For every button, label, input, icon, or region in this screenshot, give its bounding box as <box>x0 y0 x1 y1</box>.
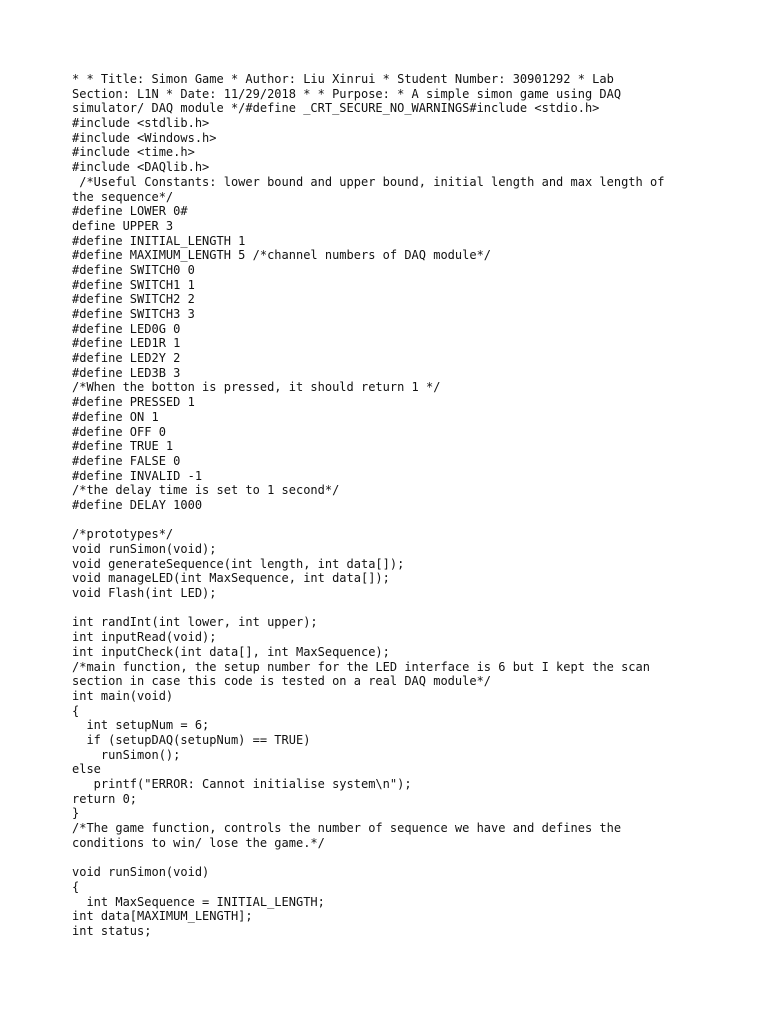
code-line: #define SWITCH0 0 <box>72 262 195 277</box>
code-line: #define INVALID -1 <box>72 468 203 483</box>
code-line <box>72 601 702 616</box>
code-line: #define SWITCH1 1 <box>72 277 195 292</box>
code-line: #define MAXIMUM_LENGTH 5 /*channel numbers of DAQ module*/ <box>72 248 492 263</box>
code-line: #include <stdlib.h> <box>72 116 210 131</box>
code-line: /*main function, the setup number for the LED interface is 6 but I kept the scan <box>72 659 650 674</box>
code-line: #define LED2Y 2 <box>72 351 181 366</box>
code-line: #include <DAQlib.h> <box>72 160 210 175</box>
code-line: #define LED0G 0 <box>72 321 181 336</box>
code-line: #define SWITCH3 3 <box>72 307 195 321</box>
code-line: conditions to win/ lose the game.*/ <box>72 835 325 850</box>
code-line: #define OFF 0 <box>72 424 166 439</box>
code-line: /*the delay time is set to 1 second*/ <box>72 483 340 498</box>
code-line: void manageLED(int MaxSequence, int data[]); <box>72 571 390 586</box>
code-line: #define ON 1 <box>72 409 159 424</box>
code-line: #define LOWER 0# <box>72 204 188 219</box>
code-line: int inputCheck(int data[], int MaxSequence); <box>72 644 390 659</box>
code-line: #define DELAY 1000 <box>72 497 203 512</box>
code-line: #include <Windows.h> <box>72 130 217 145</box>
code-line: printf("ERROR: Cannot initialise system\n"); <box>72 777 412 791</box>
code-line: if (setupDAQ(setupNum) == TRUE) <box>72 732 311 747</box>
code-line: the sequence*/ <box>72 189 174 204</box>
code-line: int inputRead(void); <box>72 630 217 645</box>
code-line: return 0; <box>72 791 138 806</box>
code-line <box>72 513 702 528</box>
code-line: #define LED1R 1 <box>72 336 181 351</box>
code-line: /*Useful Constants: lower bound and upper bound, initial length and max length of <box>72 174 665 189</box>
code-line: int main(void) <box>72 688 174 703</box>
code-line: #define TRUE 1 <box>72 439 174 454</box>
code-line: } <box>72 806 80 821</box>
code-line: int data[MAXIMUM_LENGTH]; <box>72 909 253 924</box>
code-line: void runSimon(void); <box>72 542 217 556</box>
code-line: section in case this code is tested on a real DAQ module*/ <box>72 674 492 689</box>
code-line: runSimon(); <box>72 747 181 762</box>
code-line: /*prototypes*/ <box>72 527 174 542</box>
code-line: /*When the botton is pressed, it should return 1 */ <box>72 380 441 395</box>
code-line: #define FALSE 0 <box>72 453 181 468</box>
code-line: #define PRESSED 1 <box>72 395 195 410</box>
code-line <box>72 850 702 865</box>
code-line: int status; <box>72 923 152 938</box>
code-line: simulator/ DAQ module */#define _CRT_SECURE_NO_WARNINGS#include <stdio.h> <box>72 101 600 116</box>
code-line: * * Title: Simon Game * Author: Liu Xinrui * Student Number: 30901292 * Lab <box>72 72 614 86</box>
code-line: int MaxSequence = INITIAL_LENGTH; <box>72 894 325 909</box>
code-line: void Flash(int LED); <box>72 586 217 601</box>
code-line: int setupNum = 6; <box>72 718 210 733</box>
code-line: define UPPER 3 <box>72 218 174 233</box>
code-line: #define LED3B 3 <box>72 365 181 380</box>
code-line: else <box>72 762 101 777</box>
code-line: #define INITIAL_LENGTH 1 <box>72 233 246 248</box>
code-document <box>72 72 702 939</box>
code-line: Section: L1N * Date: 11/29/2018 * * Purpose: * A simple simon game using DAQ <box>72 86 622 101</box>
code-line: { <box>72 703 80 718</box>
code-line: void runSimon(void) <box>72 865 210 880</box>
code-line: #define SWITCH2 2 <box>72 292 195 307</box>
code-line: /*The game function, controls the number of sequence we have and defines the <box>72 821 622 836</box>
code-line: void generateSequence(int length, int data[]); <box>72 556 405 571</box>
code-line: int randInt(int lower, int upper); <box>72 615 318 630</box>
code-line: { <box>72 879 80 894</box>
code-line: #include <time.h> <box>72 145 195 160</box>
